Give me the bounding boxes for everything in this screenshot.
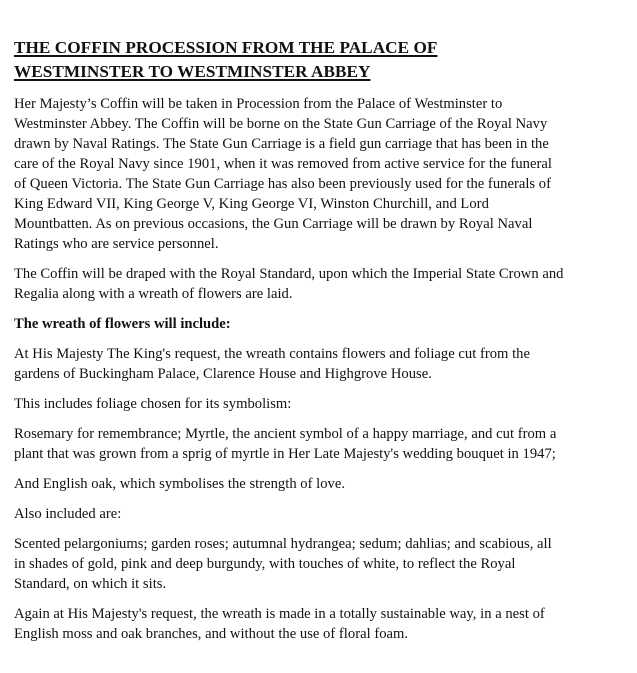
wreath-subheading: The wreath of flowers will include: — [14, 316, 231, 332]
text-line: Her Majesty’s Coffin will be taken in Procession from the Palace of Westminster to — [14, 96, 503, 112]
paragraph-rosemary-myrtle — [14, 424, 626, 464]
paragraph-royal-standard — [14, 264, 626, 304]
paragraph-sustainable — [14, 604, 626, 644]
text-line: drawn by Naval Ratings. The State Gun Carriage is a field gun carriage that has been in the — [14, 136, 549, 152]
document-title — [14, 36, 626, 84]
document-page — [14, 36, 626, 654]
text-line: Again at His Majesty's request, the wreath is made in a totally sustainable way, in a nest of — [14, 606, 545, 622]
text-line: gardens of Buckingham Palace, Clarence House and Highgrove House. — [14, 366, 432, 382]
title-line: WESTMINSTER TO WESTMINSTER ABBEY — [14, 62, 371, 81]
text-line: Standard, on which it sits. — [14, 576, 167, 592]
text-line: of Queen Victoria. The State Gun Carriage has also been previously used for the funerals of — [14, 176, 551, 192]
paragraph-flowers-list — [14, 534, 626, 594]
text-line: Westminster Abbey. The Coffin will be borne on the State Gun Carriage of the Royal Navy — [14, 116, 548, 132]
text-line: The Coffin will be draped with the Royal Standard, upon which the Imperial State Crown and — [14, 266, 564, 282]
paragraph-english-oak — [14, 474, 626, 494]
text-line: And English oak, which symbolises the strength of love. — [14, 476, 346, 492]
paragraph-symbolism — [14, 394, 626, 414]
paragraph-also-included — [14, 504, 626, 524]
text-line: King Edward VII, King George V, King George VI, Winston Churchill, and Lord — [14, 196, 489, 212]
text-line: care of the Royal Navy since 1901, when it was removed from active service for the funeral — [14, 156, 552, 172]
paragraph-procession — [14, 94, 626, 254]
text-line: This includes foliage chosen for its symbolism: — [14, 396, 292, 412]
text-line: in shades of gold, pink and deep burgundy, with touches of white, to reflect the Royal — [14, 556, 516, 572]
text-line: Also included are: — [14, 506, 122, 522]
text-line: Mountbatten. As on previous occasions, the Gun Carriage will be drawn by Royal Naval — [14, 216, 533, 232]
text-line: plant that was grown from a sprig of myrtle in Her Late Majesty's wedding bouquet in 1947; — [14, 446, 556, 462]
text-line: At His Majesty The King's request, the wreath contains flowers and foliage cut from the — [14, 346, 530, 362]
paragraph-kings-request — [14, 344, 626, 384]
text-line: Regalia along with a wreath of flowers are laid. — [14, 286, 293, 302]
text-line: Rosemary for remembrance; Myrtle, the ancient symbol of a happy marriage, and cut from a — [14, 426, 557, 442]
text-line: Ratings who are service personnel. — [14, 236, 219, 252]
text-line: Scented pelargoniums; garden roses; autumnal hydrangea; sedum; dahlias; and scabious, all — [14, 536, 552, 552]
title-line: THE COFFIN PROCESSION FROM THE PALACE OF — [14, 38, 438, 57]
text-line: English moss and oak branches, and without the use of floral foam. — [14, 626, 409, 642]
